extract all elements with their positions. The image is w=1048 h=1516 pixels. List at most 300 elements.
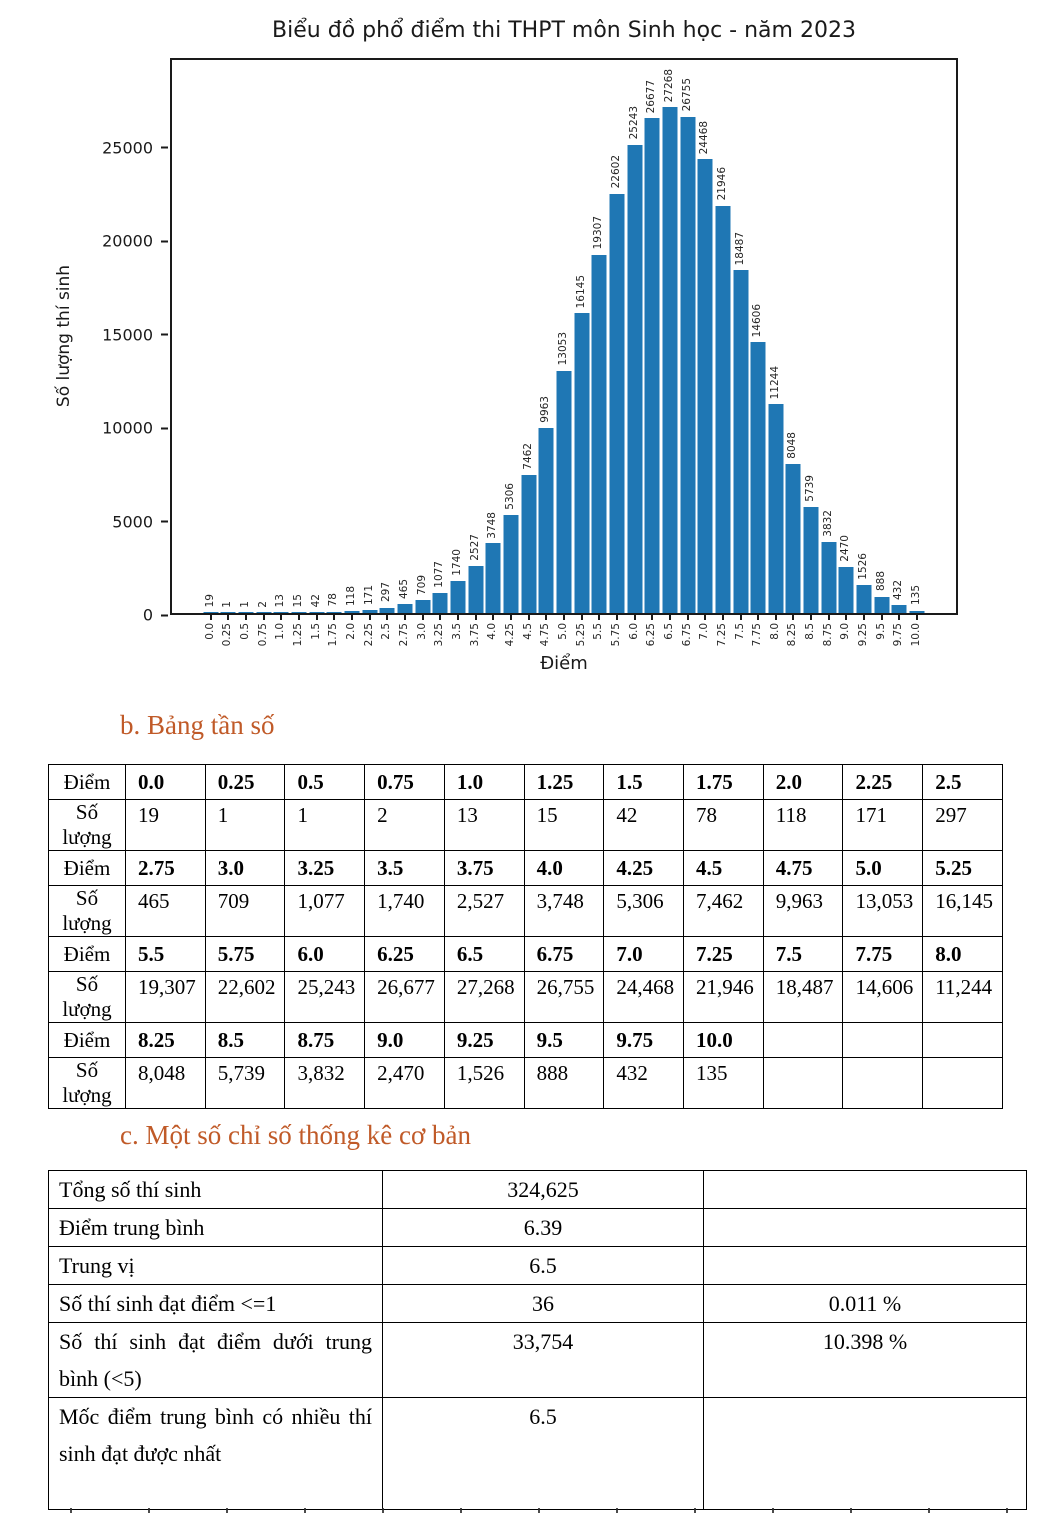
histogram-slot — [785, 60, 803, 647]
histogram-slot — [502, 60, 520, 647]
count-row — [49, 800, 1003, 851]
bar-value-label: 24468 — [698, 120, 711, 154]
histogram-slot — [555, 60, 573, 640]
score-cell: 9.75 — [604, 1023, 684, 1058]
count-cell: 1,077 — [285, 886, 365, 937]
x-tick-label: 0.25 — [221, 623, 234, 647]
count-cell: 3,832 — [285, 1058, 365, 1109]
stat-percent — [704, 1247, 1027, 1285]
y-tick — [143, 606, 168, 625]
score-cell: 4.0 — [524, 851, 604, 886]
y-tick — [102, 138, 168, 157]
x-tick-label: 2.0 — [345, 623, 358, 640]
histogram-slot — [696, 60, 714, 640]
count-cell: 1 — [205, 800, 285, 851]
y-axis-ticks — [0, 58, 168, 625]
x-tick-label: 3.0 — [415, 623, 428, 640]
y-axis-label: Số lượng thí sinh — [54, 264, 74, 408]
count-cell: 24,468 — [604, 972, 684, 1023]
x-tick-label: 7.75 — [751, 623, 764, 647]
bar-value-label: 19 — [203, 594, 216, 608]
score-cell: 7.25 — [684, 937, 764, 972]
histogram-bar — [398, 604, 413, 613]
stat-value: 6.39 — [383, 1209, 704, 1247]
histogram-bar — [839, 567, 854, 613]
y-tick-mark — [161, 614, 168, 616]
count-cell: 78 — [684, 800, 764, 851]
score-cell: 1.5 — [604, 765, 684, 800]
y-tick-mark — [161, 334, 168, 336]
score-cell: 2.25 — [843, 765, 923, 800]
bar-value-label: 465 — [398, 579, 411, 600]
x-tick-label: 9.25 — [857, 623, 870, 647]
bar-value-label: 27268 — [662, 68, 675, 102]
score-cell: 6.0 — [285, 937, 365, 972]
histogram-bar — [503, 515, 518, 613]
score-cell: 5.0 — [843, 851, 923, 886]
histogram-slot — [361, 60, 379, 647]
x-tick-mark — [598, 613, 600, 620]
stat-row — [49, 1247, 1027, 1285]
stat-value: 36 — [383, 1285, 704, 1323]
x-tick-mark — [475, 613, 477, 620]
bar-value-label: 2470 — [839, 535, 852, 563]
y-tick — [102, 419, 168, 438]
x-tick-label: 1.5 — [309, 623, 322, 640]
histogram-slot — [608, 60, 626, 647]
x-tick-mark — [863, 613, 865, 620]
count-cell: 1 — [285, 800, 365, 851]
score-cell: 8.0 — [923, 937, 1003, 972]
score-cell: 2.5 — [923, 765, 1003, 800]
score-cell: 8.25 — [126, 1023, 206, 1058]
score-cell: 4.5 — [684, 851, 764, 886]
stat-value: 33,754 — [383, 1323, 704, 1398]
stat-label: Điểm trung bình — [49, 1209, 383, 1247]
count-cell: 7,462 — [684, 886, 764, 937]
stat-percent: 0.011 % — [704, 1285, 1027, 1323]
frequency-table — [48, 764, 1003, 1109]
bar-value-label: 5306 — [503, 482, 516, 510]
histogram-slot — [891, 60, 909, 647]
bar-value-label: 297 — [380, 582, 393, 603]
x-tick-mark — [386, 613, 388, 620]
x-tick-mark — [298, 613, 300, 620]
stat-row — [49, 1209, 1027, 1247]
count-cell: 2,470 — [365, 1058, 445, 1109]
bar-value-label: 1077 — [433, 561, 446, 589]
count-cell: 13 — [444, 800, 524, 851]
count-cell: 42 — [604, 800, 684, 851]
stat-value: 6.5 — [383, 1247, 704, 1285]
x-tick-label: 2.5 — [380, 623, 393, 640]
x-tick-label: 9.75 — [892, 623, 905, 647]
count-cell: 3,748 — [524, 886, 604, 937]
score-cell: 9.0 — [365, 1023, 445, 1058]
histogram-slot — [643, 60, 661, 647]
x-tick-label: 8.75 — [821, 623, 834, 647]
histogram-bar — [521, 475, 536, 613]
x-tick-label: 5.75 — [609, 623, 622, 647]
histogram-bar — [715, 206, 730, 613]
stat-row — [49, 1398, 1027, 1510]
score-cell: 1.75 — [684, 765, 764, 800]
count-cell: 26,755 — [524, 972, 604, 1023]
bar-value-label: 2 — [256, 601, 269, 608]
y-tick-label: 5000 — [112, 512, 153, 532]
bar-value-label: 26677 — [645, 79, 658, 113]
stat-label: Số thí sinh đạt điểm <=1 — [49, 1285, 383, 1323]
bar-value-label: 5739 — [804, 474, 817, 502]
histogram-slot — [714, 60, 732, 647]
histogram-slot — [255, 60, 273, 647]
histogram-bar — [556, 371, 571, 613]
count-cell: 8,048 — [126, 1058, 206, 1109]
bar-value-label: 19307 — [592, 216, 605, 250]
x-tick-mark — [881, 613, 883, 620]
score-cell — [763, 1023, 843, 1058]
histogram-slot — [202, 60, 220, 640]
count-cell: 13,053 — [843, 886, 923, 937]
score-cell: 2.0 — [763, 765, 843, 800]
bar-value-label: 135 — [910, 585, 923, 606]
bar-value-label: 15 — [292, 594, 305, 608]
chart-title: Biểu đồ phổ điểm thi THPT môn Sinh học - năm 2023 — [272, 18, 856, 43]
score-cell: 9.5 — [524, 1023, 604, 1058]
x-tick-mark — [740, 613, 742, 620]
histogram-bar — [804, 507, 819, 613]
y-tick — [102, 325, 168, 344]
x-tick-mark — [704, 613, 706, 620]
x-tick-label: 1.0 — [274, 623, 287, 640]
row-header-count: Số lượng — [49, 1058, 126, 1109]
stat-row — [49, 1285, 1027, 1323]
x-tick-label: 9.0 — [839, 623, 852, 640]
stat-percent — [704, 1209, 1027, 1247]
bar-value-label: 25243 — [627, 106, 640, 140]
stat-value: 6.5 — [383, 1398, 704, 1510]
bar-value-label: 14606 — [751, 303, 764, 337]
row-header-score: Điểm — [49, 937, 126, 972]
histogram-slot — [414, 60, 432, 640]
bar-value-label: 9963 — [539, 396, 552, 424]
stat-label: Trung vị — [49, 1247, 383, 1285]
x-tick-label: 0.75 — [256, 623, 269, 647]
x-tick-mark — [245, 613, 247, 620]
count-cell: 5,739 — [205, 1058, 285, 1109]
x-axis-label: Điểm — [540, 653, 588, 674]
histogram-bar — [733, 270, 748, 613]
y-tick-label: 15000 — [102, 325, 153, 345]
histogram-bars — [172, 60, 956, 647]
score-cell: 0.5 — [285, 765, 365, 800]
bar-value-label: 13053 — [556, 332, 569, 366]
histogram-bar — [609, 194, 624, 613]
histogram-bar — [857, 585, 872, 613]
bar-value-label: 8048 — [786, 431, 799, 459]
score-row — [49, 1023, 1003, 1058]
bar-value-label: 18487 — [733, 231, 746, 265]
count-cell: 297 — [923, 800, 1003, 851]
count-cell: 5,306 — [604, 886, 684, 937]
stat-percent — [704, 1398, 1027, 1510]
bar-value-label: 21946 — [715, 167, 728, 201]
score-cell — [843, 1023, 923, 1058]
x-tick-label: 2.25 — [362, 623, 375, 647]
count-cell: 14,606 — [843, 972, 923, 1023]
count-cell: 1,740 — [365, 886, 445, 937]
bar-value-label: 3748 — [486, 511, 499, 539]
x-tick-label: 9.5 — [874, 623, 887, 640]
x-tick-mark — [916, 613, 918, 620]
histogram-slot — [661, 60, 679, 640]
histogram-bar — [662, 107, 677, 613]
stat-label: Số thí sinh đạt điểm dưới trung bình (<5) — [49, 1323, 383, 1398]
x-tick-mark — [439, 613, 441, 620]
score-row — [49, 851, 1003, 886]
x-tick-label: 4.25 — [503, 623, 516, 647]
histogram-slot — [855, 60, 873, 647]
score-cell: 1.25 — [524, 765, 604, 800]
x-tick-label: 10.0 — [910, 623, 923, 647]
stat-value: 324,625 — [383, 1171, 704, 1209]
bar-value-label: 26755 — [680, 78, 693, 112]
count-row — [49, 972, 1003, 1023]
histogram-slot — [626, 60, 644, 640]
score-cell: 7.0 — [604, 937, 684, 972]
x-tick-mark — [687, 613, 689, 620]
count-cell: 171 — [843, 800, 923, 851]
y-tick-label: 10000 — [102, 418, 153, 438]
score-cell: 3.25 — [285, 851, 365, 886]
count-cell: 19 — [126, 800, 206, 851]
count-cell: 709 — [205, 886, 285, 937]
histogram-slot — [290, 60, 308, 647]
x-tick-mark — [845, 613, 847, 620]
x-tick-label: 5.5 — [592, 623, 605, 640]
histogram-slot — [520, 60, 538, 640]
count-cell: 118 — [763, 800, 843, 851]
histogram-slot — [449, 60, 467, 640]
x-tick-mark — [828, 613, 830, 620]
histogram-slot — [590, 60, 608, 640]
row-header-count: Số lượng — [49, 800, 126, 851]
count-cell: 432 — [604, 1058, 684, 1109]
x-tick-label: 3.5 — [451, 623, 464, 640]
histogram-slot — [838, 60, 856, 640]
x-tick-label: 2.75 — [398, 623, 411, 647]
histogram-slot — [749, 60, 767, 647]
x-tick-mark — [792, 613, 794, 620]
count-cell — [763, 1058, 843, 1109]
histogram-slot — [432, 60, 450, 647]
x-tick-label: 4.75 — [539, 623, 552, 647]
histogram-bar — [627, 145, 642, 613]
histogram-slot — [802, 60, 820, 640]
score-cell: 0.25 — [205, 765, 285, 800]
score-cell: 3.0 — [205, 851, 285, 886]
bar-value-label: 118 — [345, 585, 358, 606]
count-cell: 19,307 — [126, 972, 206, 1023]
plot-area — [170, 58, 958, 647]
histogram-slot — [343, 60, 361, 640]
x-tick-label: 8.0 — [768, 623, 781, 640]
count-row — [49, 1058, 1003, 1109]
histogram-slot — [273, 60, 291, 640]
histogram-slot — [732, 60, 750, 640]
histogram-bar — [892, 605, 907, 613]
histogram-slot — [820, 60, 838, 647]
score-cell: 5.75 — [205, 937, 285, 972]
bar-value-label: 432 — [892, 579, 905, 600]
score-cell: 3.75 — [444, 851, 524, 886]
histogram-bar — [433, 593, 448, 613]
count-cell: 22,602 — [205, 972, 285, 1023]
stat-label: Tổng số thí sinh — [49, 1171, 383, 1209]
x-tick-mark — [651, 613, 653, 620]
stat-percent: 10.398 % — [704, 1323, 1027, 1398]
score-cell: 5.25 — [923, 851, 1003, 886]
count-cell: 11,244 — [923, 972, 1003, 1023]
x-tick-label: 4.5 — [521, 623, 534, 640]
bar-value-label: 1526 — [857, 552, 870, 580]
x-tick-mark — [669, 613, 671, 620]
histogram-slot — [396, 60, 414, 647]
x-tick-label: 6.75 — [680, 623, 693, 647]
x-tick-mark — [898, 613, 900, 620]
x-tick-mark — [263, 613, 265, 620]
x-tick-mark — [316, 613, 318, 620]
stat-percent — [704, 1171, 1027, 1209]
score-cell: 4.75 — [763, 851, 843, 886]
bar-value-label: 888 — [874, 571, 887, 592]
count-cell: 2 — [365, 800, 445, 851]
x-tick-label: 1.25 — [292, 623, 305, 647]
histogram-bar — [415, 600, 430, 613]
x-tick-mark — [369, 613, 371, 620]
bar-value-label: 1 — [221, 601, 234, 608]
x-tick-label: 6.5 — [662, 623, 675, 640]
x-tick-mark — [775, 613, 777, 620]
row-header-count: Số lượng — [49, 972, 126, 1023]
histogram-slot — [573, 60, 591, 647]
stat-label: Mốc điểm trung bình có nhiều thí sinh đạt được nhất — [49, 1398, 383, 1510]
score-cell — [923, 1023, 1003, 1058]
count-cell: 27,268 — [444, 972, 524, 1023]
histogram-slot — [308, 60, 326, 640]
y-tick-mark — [161, 521, 168, 523]
histogram-bar — [698, 159, 713, 613]
score-cell: 5.5 — [126, 937, 206, 972]
x-tick-mark — [280, 613, 282, 620]
histogram-slot — [326, 60, 344, 647]
x-tick-label: 7.0 — [698, 623, 711, 640]
x-tick-mark — [210, 613, 212, 620]
count-cell — [843, 1058, 923, 1109]
histogram-bar — [645, 118, 660, 613]
x-tick-mark — [757, 613, 759, 620]
x-tick-label: 4.0 — [486, 623, 499, 640]
histogram-bar — [821, 542, 836, 613]
x-tick-mark — [634, 613, 636, 620]
histogram-slot — [379, 60, 397, 640]
x-tick-label: 1.75 — [327, 623, 340, 647]
x-tick-label: 0.0 — [203, 623, 216, 640]
count-cell: 16,145 — [923, 886, 1003, 937]
count-cell: 135 — [684, 1058, 764, 1109]
score-cell: 0.0 — [126, 765, 206, 800]
stat-row — [49, 1323, 1027, 1398]
bar-value-label: 3832 — [821, 510, 834, 537]
score-cell: 6.75 — [524, 937, 604, 972]
count-cell: 25,243 — [285, 972, 365, 1023]
score-cell: 9.25 — [444, 1023, 524, 1058]
score-row — [49, 765, 1003, 800]
bar-value-label: 1740 — [451, 548, 464, 576]
score-cell: 10.0 — [684, 1023, 764, 1058]
y-tick-label: 20000 — [102, 231, 153, 251]
histogram-bar — [539, 428, 554, 613]
histogram-slot — [679, 60, 697, 647]
x-tick-label: 6.25 — [645, 623, 658, 647]
histogram-slot — [467, 60, 485, 647]
histogram-bar — [486, 543, 501, 613]
score-cell: 8.75 — [285, 1023, 365, 1058]
count-cell: 21,946 — [684, 972, 764, 1023]
section-b-heading: b. Bảng tần số — [120, 710, 275, 740]
count-cell: 18,487 — [763, 972, 843, 1023]
x-tick-mark — [227, 613, 229, 620]
count-cell: 15 — [524, 800, 604, 851]
row-header-count: Số lượng — [49, 886, 126, 937]
y-tick — [112, 512, 168, 531]
x-tick-label: 3.25 — [433, 623, 446, 647]
histogram-bar — [874, 597, 889, 613]
histogram-slot — [237, 60, 255, 640]
score-cell: 6.25 — [365, 937, 445, 972]
x-tick-label: 5.25 — [574, 623, 587, 647]
score-cell: 3.5 — [365, 851, 445, 886]
histogram-slot — [220, 60, 238, 647]
score-cell: 7.5 — [763, 937, 843, 972]
count-cell: 9,963 — [763, 886, 843, 937]
statistics-table — [48, 1170, 1027, 1510]
histogram-bar — [751, 342, 766, 613]
x-tick-label: 5.0 — [556, 623, 569, 640]
bar-value-label: 16145 — [574, 275, 587, 309]
row-header-score: Điểm — [49, 765, 126, 800]
score-cell: 2.75 — [126, 851, 206, 886]
x-tick-label: 8.5 — [804, 623, 817, 640]
x-tick-mark — [422, 613, 424, 620]
x-tick-mark — [510, 613, 512, 620]
bar-value-label: 1 — [239, 601, 252, 608]
score-row — [49, 937, 1003, 972]
x-tick-label: 7.25 — [715, 623, 728, 647]
bar-value-label: 7462 — [521, 442, 534, 470]
count-cell: 2,527 — [444, 886, 524, 937]
x-tick-mark — [333, 613, 335, 620]
y-tick-label: 25000 — [102, 138, 153, 158]
bar-value-label: 78 — [327, 593, 340, 607]
row-header-score: Điểm — [49, 1023, 126, 1058]
count-cell: 465 — [126, 886, 206, 937]
bar-value-label: 11244 — [768, 365, 781, 400]
row-header-score: Điểm — [49, 851, 126, 886]
bar-value-label: 171 — [362, 584, 375, 605]
histogram-bar — [574, 313, 589, 613]
count-cell: 888 — [524, 1058, 604, 1109]
